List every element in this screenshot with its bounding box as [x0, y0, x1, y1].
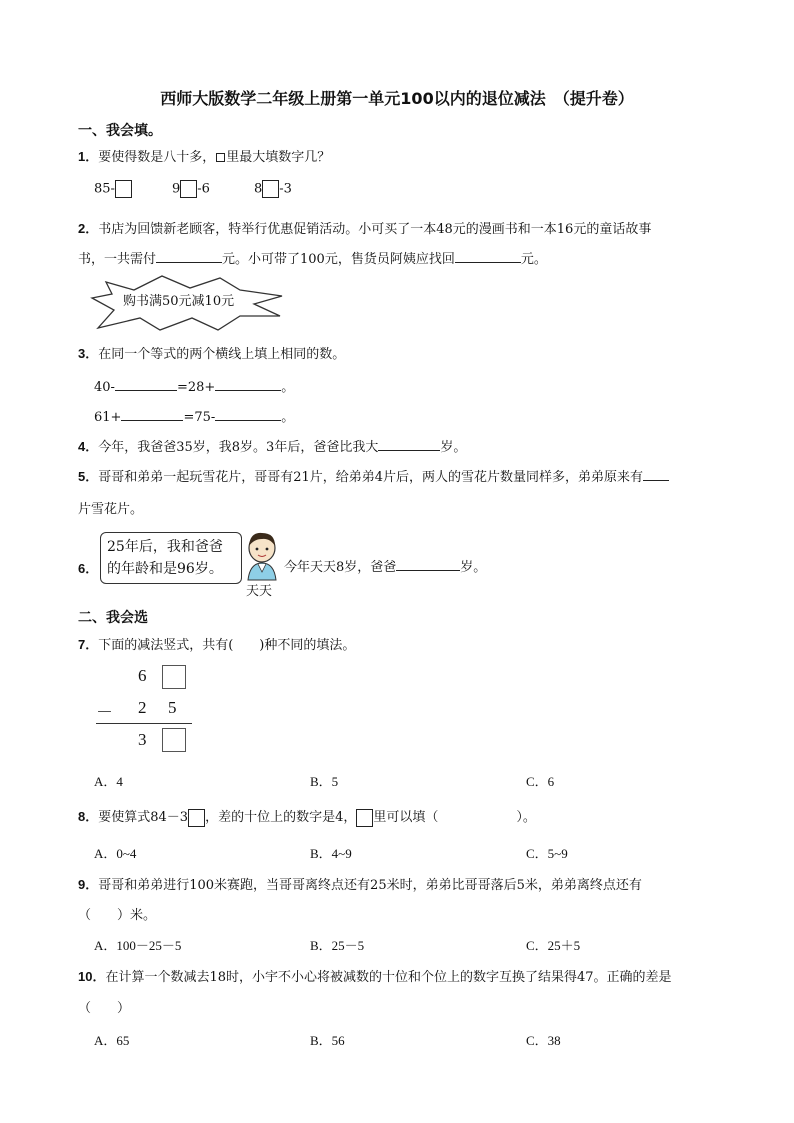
question-5 [78, 466, 669, 485]
question-text: 书，一共需付 [78, 252, 157, 267]
question-text: 里可以填（ ）。 [373, 810, 536, 825]
question-text: 要使算式84－3 [98, 810, 189, 825]
option-c[interactable]: C．25＋5 [526, 938, 581, 953]
question-text: 哥哥和弟弟进行100米赛跑，当哥哥离终点还有25米时，弟弟比哥哥落后5米，弟弟离终点还有 [98, 878, 642, 893]
answer-blank[interactable] [215, 419, 281, 421]
sum-line [96, 723, 192, 724]
question-text: 元。 [520, 252, 547, 267]
answer-box[interactable] [262, 180, 279, 198]
section-heading-choose: 二、我会选 [78, 610, 148, 626]
boy-name-label: 天天 [246, 584, 273, 599]
question-4 [78, 436, 466, 455]
question-text: 岁。 [440, 440, 467, 455]
answer-blank[interactable] [115, 389, 177, 391]
option-a[interactable]: A．4 [94, 774, 123, 789]
option-c[interactable]: C．5~9 [526, 846, 568, 861]
question-9 [78, 874, 642, 893]
boy-illustration [242, 530, 282, 582]
expr-text: 85- [94, 181, 115, 197]
question-number: 2． [78, 221, 99, 236]
answer-blank[interactable] [643, 479, 669, 481]
question-text: 今年，我爸爸35岁，我8岁。3年后，爸爸比我大 [98, 440, 379, 455]
question-2-line-2 [78, 248, 547, 267]
expr-text: 8 [254, 181, 263, 197]
question-6 [284, 556, 486, 575]
option-b[interactable]: B．4~9 [310, 846, 352, 861]
question-text: 下面的减法竖式，共有( )种不同的填法。 [98, 638, 356, 653]
question-1 [78, 146, 330, 165]
option-b[interactable]: B．56 [310, 1033, 345, 1048]
answer-blank[interactable] [396, 569, 460, 571]
option-c[interactable]: C．38 [526, 1033, 561, 1048]
answer-blank[interactable] [455, 261, 521, 263]
expr-text: 9 [172, 181, 181, 197]
answer-box[interactable] [188, 809, 205, 827]
question-number: 3． [78, 346, 99, 361]
question-3 [78, 343, 345, 362]
question-number: 4． [78, 439, 99, 454]
digit-top-tens: 6 [138, 666, 147, 685]
answer-box[interactable] [180, 180, 197, 198]
question-text: 岁。 [460, 560, 487, 575]
question-text: 在计算一个数减去18时，小宇不小心将被减数的十位和个位上的数字互换了结果得47。正确的差是 [105, 970, 672, 985]
answer-blank[interactable] [215, 389, 281, 391]
answer-box[interactable] [115, 180, 132, 198]
vertical-subtraction [96, 662, 196, 758]
q1-expr-2 [172, 180, 210, 198]
expr-text: -3 [279, 181, 292, 197]
question-number: 7． [78, 637, 99, 652]
speech-bubble [100, 532, 242, 584]
expr-text: -6 [197, 181, 210, 197]
answer-blank[interactable] [121, 419, 183, 421]
minus-sign: － [96, 703, 113, 722]
question-7 [78, 634, 355, 653]
q3-equation-2 [94, 406, 294, 425]
page-title: 西师大版数学二年级上册第一单元100以内的退位减法 （提升卷） [160, 89, 634, 108]
question-number: 9． [78, 877, 99, 892]
question-text: 书店为回馈新老顾客，特举行优惠促销活动。小可买了一本48元的漫画书和一本16元的童话故事 [98, 222, 652, 237]
answer-box-small [216, 153, 225, 162]
option-b[interactable]: B．5 [310, 774, 339, 789]
question-text: 元。小可带了100元，售货员阿姨应找回 [222, 252, 455, 267]
question-text: 要使得数是八十多， [98, 150, 216, 165]
question-number: 6． [78, 561, 99, 576]
answer-box[interactable] [356, 809, 373, 827]
question-text: ，差的十位上的数字是4， [205, 810, 357, 825]
question-number: 5． [78, 469, 99, 484]
digit-mid-tens: 2 [138, 698, 147, 717]
answer-blank[interactable] [378, 449, 440, 451]
question-number: 1． [78, 149, 99, 164]
question-5-line-2: 片雪花片。 [78, 502, 144, 517]
option-a[interactable]: A．100－25－5 [94, 938, 182, 953]
question-text: 今年天天8岁，爸爸 [284, 560, 397, 575]
answer-blank[interactable] [156, 261, 222, 263]
question-number: 10． [78, 969, 106, 984]
expr-text: =75- [183, 410, 216, 425]
option-a[interactable]: A．65 [94, 1033, 130, 1048]
digit-box-bottom-ones[interactable] [162, 728, 186, 752]
option-c[interactable]: C．6 [526, 774, 555, 789]
bubble-line-1: 25年后，我和爸爸 [107, 539, 223, 555]
question-10 [78, 966, 672, 985]
question-number: 8． [78, 809, 99, 824]
expr-text: 。 [281, 380, 295, 395]
promo-text: 购书满50元减10元 [123, 294, 235, 309]
q1-expr-3 [254, 180, 292, 198]
question-text-cont: 里最大填数字几？ [226, 150, 331, 165]
question-number-6 [78, 558, 98, 577]
expr-text: =28+ [176, 380, 216, 395]
question-text: 在同一个等式的两个横线上填上相同的数。 [98, 347, 346, 362]
question-8 [78, 806, 536, 827]
question-2 [78, 218, 651, 237]
expr-text: 40- [94, 380, 115, 395]
q1-expr-1 [94, 180, 132, 198]
question-text: 哥哥和弟弟一起玩雪花片，哥哥有21片，给弟弟4片后，两人的雪花片数量同样多，弟弟原来有 [98, 470, 644, 485]
expr-text: 。 [281, 410, 295, 425]
digit-box-top-ones[interactable] [162, 665, 186, 689]
digit-bottom-tens: 3 [138, 730, 147, 749]
expr-text: 61+ [94, 410, 122, 425]
option-a[interactable]: A．0~4 [94, 846, 137, 861]
question-10-line-2: （ ） [78, 1001, 131, 1016]
q3-equation-1 [94, 376, 294, 395]
question-9-line-2: （ ）米。 [78, 908, 157, 923]
bubble-line-2: 的年龄和是96岁。 [107, 561, 223, 577]
digit-mid-ones: 5 [168, 698, 177, 717]
section-heading-fill: 一、我会填。 [78, 123, 162, 139]
option-b[interactable]: B．25－5 [310, 938, 365, 953]
